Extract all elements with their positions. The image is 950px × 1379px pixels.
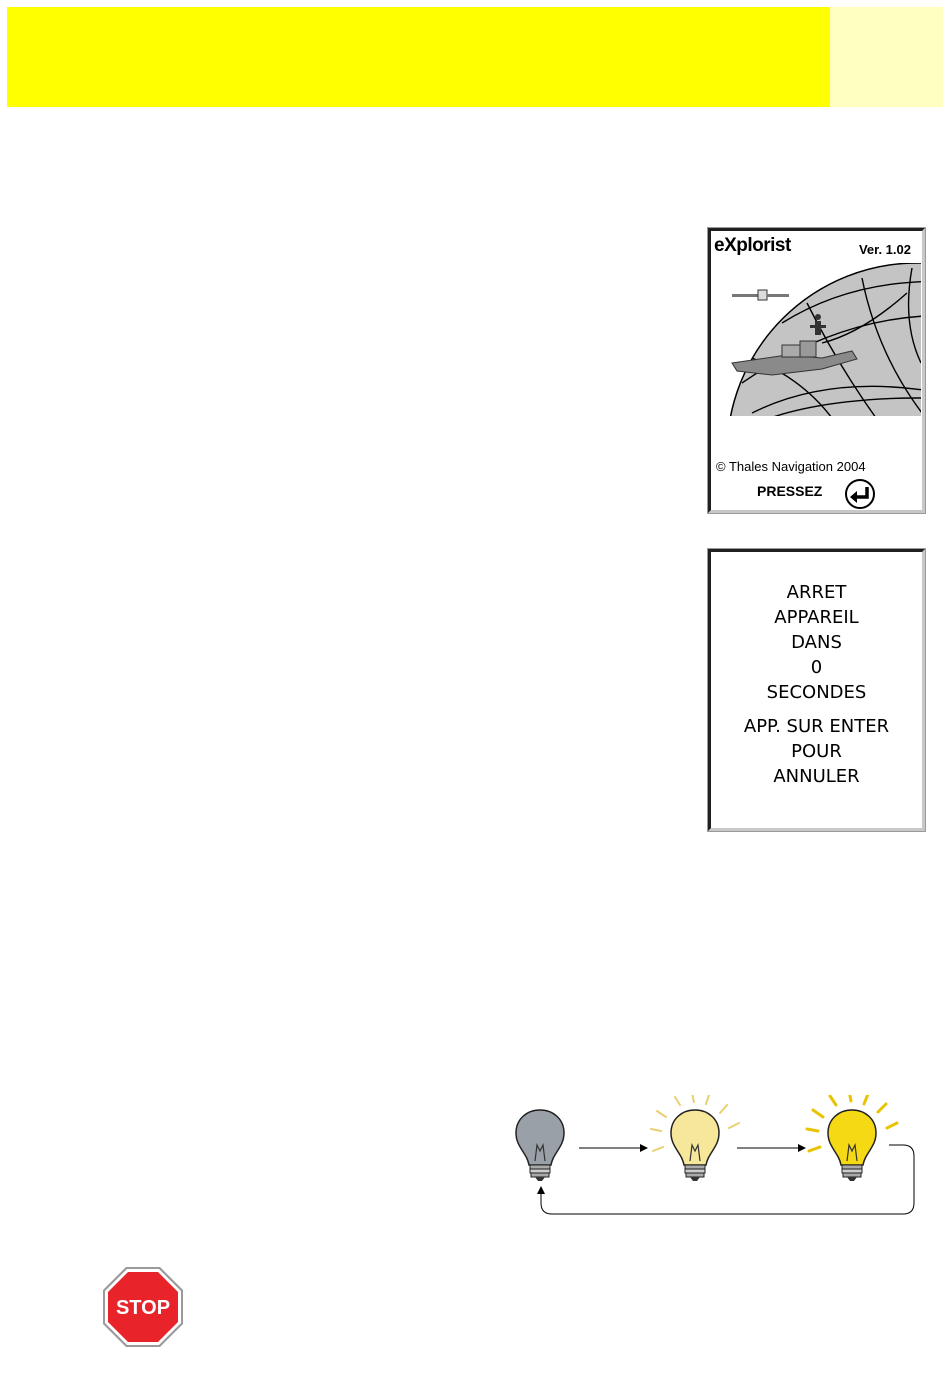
cancel-line: APP. SUR ENTER [743, 716, 890, 737]
shutdown-screen [708, 549, 925, 831]
globe-icon [712, 263, 921, 419]
stop-label: STOP [115, 1297, 171, 1319]
shutdown-line: APPAREIL [774, 607, 859, 628]
countdown-value: 0 [810, 657, 823, 678]
app-name: eXplorist [714, 235, 791, 256]
shutdown-line: DANS [791, 632, 842, 653]
header-tab [830, 7, 943, 107]
shutdown-message [711, 580, 922, 789]
shutdown-line: ARRET [786, 582, 847, 603]
stop-sign-icon [102, 1266, 184, 1348]
dim-bulb-icon [651, 1095, 739, 1181]
version-label: Ver. 1.02 [858, 242, 911, 257]
press-label: PRESSEZ [757, 483, 823, 499]
backlight-cycle-diagram [505, 1095, 925, 1220]
cancel-line: POUR [791, 741, 842, 762]
splash-screen [708, 228, 925, 513]
header-band [7, 7, 830, 107]
enter-key-icon [844, 478, 876, 510]
shutdown-line: SECONDES [766, 682, 867, 703]
bright-bulb-icon [807, 1095, 897, 1181]
copyright-text: © Thales Navigation 2004 [716, 459, 866, 474]
cancel-line: ANNULER [773, 766, 860, 787]
off-bulb-icon [516, 1110, 564, 1181]
